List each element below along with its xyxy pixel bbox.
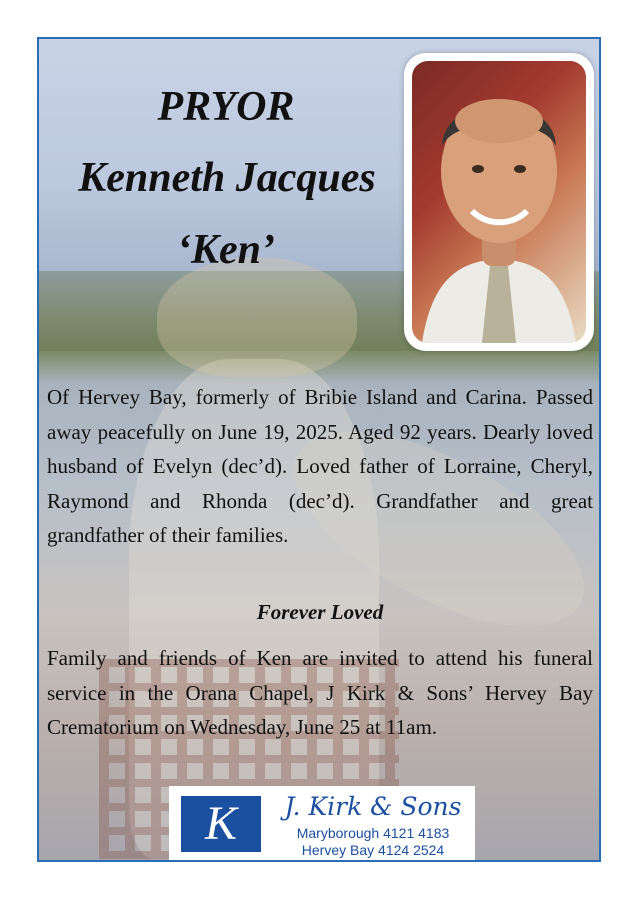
portrait-photo [404,53,594,351]
monogram-letter: K [204,797,237,850]
obituary-paragraph: Of Hervey Bay, formerly of Bribie Island and Carina. Passed away peacefully on June 19, 2025. Aged 92 years. Dearly loved husband of Evelyn (dec’d). Loved father of Lorraine, Cheryl, Raymond and Rhonda (dec’d). Grandfather and great grandfather of their families. [47,385,593,547]
kirk-monogram-icon [181,796,261,852]
given-names-heading: Kenneth Jacques [78,155,376,201]
funeral-director-name: J. Kirk & Sons [284,792,462,821]
funeral-details-paragraph: Family and friends of Ken are invited to attend his funeral service in the Orana Chapel, J Kirk & Sons’ Hervey Bay Crematorium on Wednesday, June 25 at 11am. [47,646,593,739]
notice-frame [37,37,601,862]
portrait-image [412,61,586,343]
portrait-figure [412,61,586,343]
funeral-director-phone-maryborough: Maryborough 4121 4183 [296,825,450,841]
tribute-line: Forever Loved [256,600,384,624]
background-hat [157,257,357,377]
surname-heading: PRYOR [157,84,295,130]
nickname-heading: ‘Ken’ [177,227,275,273]
funeral-director-phone-hervey-bay: Hervey Bay 4124 2524 [301,842,445,858]
funeral-director-logo [169,786,475,862]
